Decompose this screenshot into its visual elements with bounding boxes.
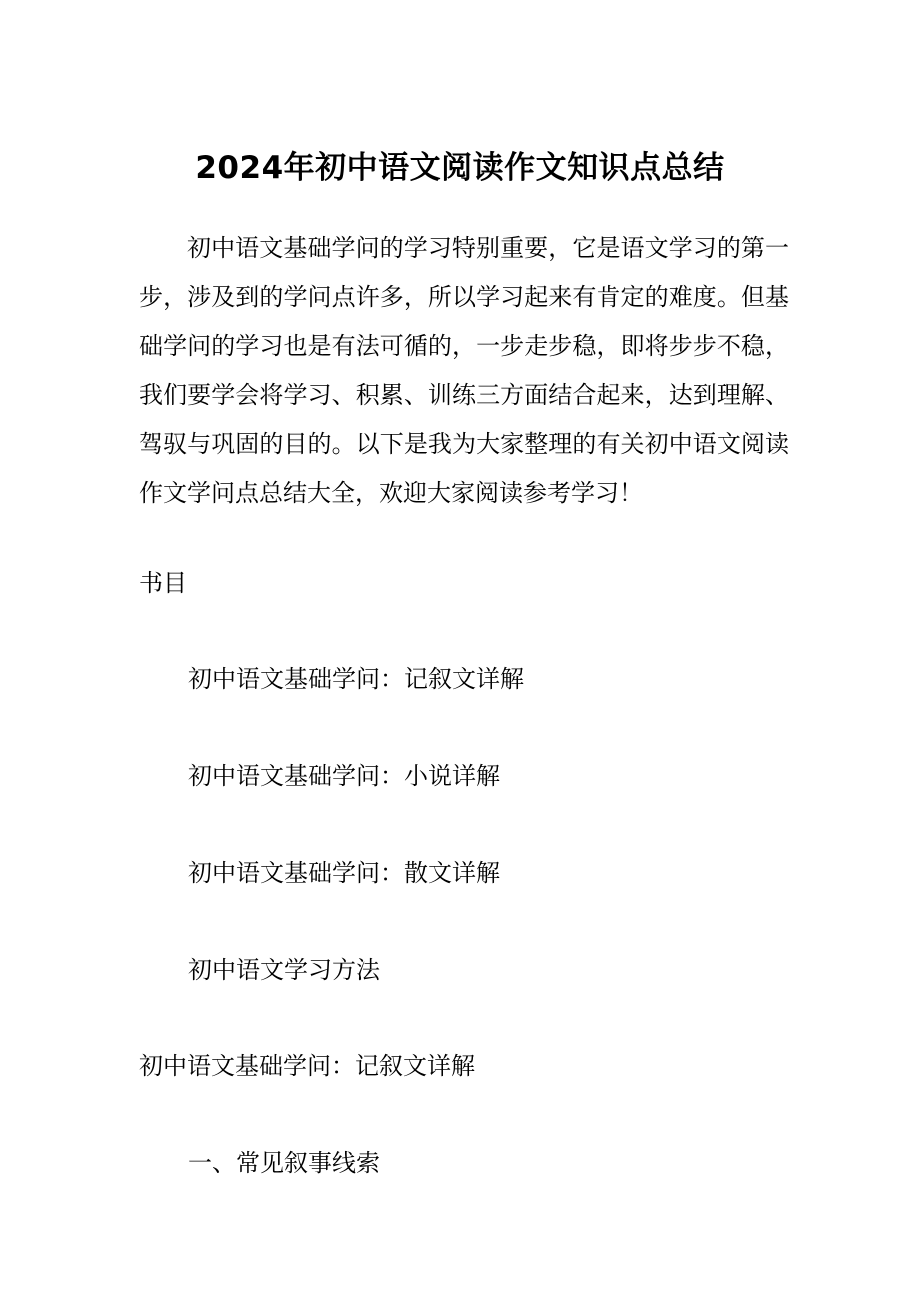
toc-item-prose: 初中语文基础学问：散文详解 bbox=[188, 859, 500, 887]
section-heading: 初中语文基础学问：记叙文详解 bbox=[139, 1052, 475, 1080]
subsection-heading: 一、常见叙事线索 bbox=[188, 1149, 380, 1177]
toc-item-study-methods: 初中语文学习方法 bbox=[188, 956, 380, 984]
toc-item-novel: 初中语文基础学问：小说详解 bbox=[188, 762, 500, 790]
document-title: 2024年初中语文阅读作文知识点总结 bbox=[195, 150, 725, 186]
toc-item-narrative: 初中语文基础学问：记叙文详解 bbox=[188, 665, 524, 693]
toc-heading: 书目 bbox=[139, 569, 187, 597]
intro-paragraph: 初中语文基础学问的学习特别重要，它是语文学习的第一步，涉及到的学问点许多，所以学习起来有肯定的难度。但基础学问的学习也是有法可循的，一步走步稳，即将步步不稳，我们要学会将学习、积累、训练三方面结合起来，达到理解、驾驭与巩固的目的。以下是我为大家整理的有关初中语文阅读作文学问点总结大全，欢迎大家阅读参考学习！ bbox=[139, 234, 789, 507]
